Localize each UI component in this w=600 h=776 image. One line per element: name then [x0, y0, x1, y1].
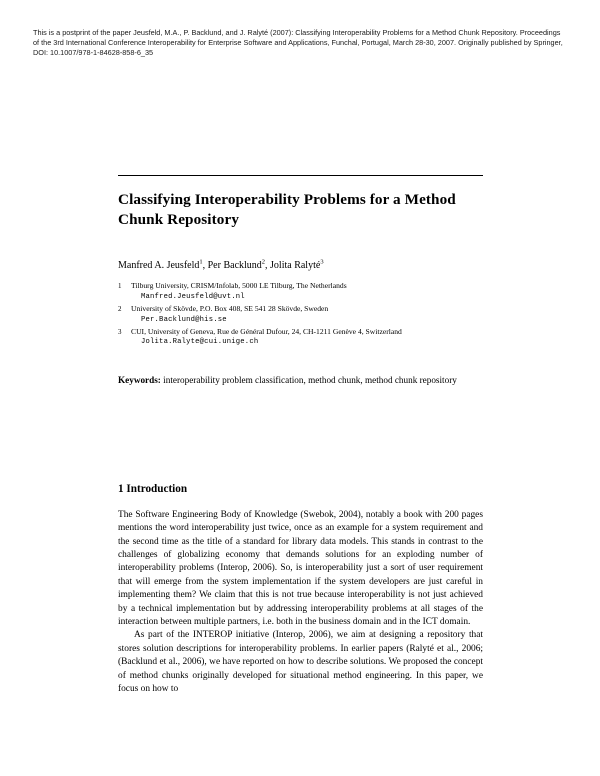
- affiliation-number: 3: [118, 327, 122, 336]
- paragraph: The Software Engineering Body of Knowledge (Swebok, 2004), notably a book with 200 pages mentions the word interoperability just twice, once as an example for a system requirement and the second time as the title of a standard for library data models. This stands in contrast to the challenges of globalizing economy that demands solutions for an exploding number of interoperability problems (Interop, 2006). So, is interoperability just a sort of user requirement that will emerge from the system implementation if the system developers are just careful in implementing them? We claim that this is not true because interoperability is not just achieved by a technical implementation but by addressing interoperability problems at all stages of the interaction between multiple partners, i.e. both in the business domain and in the ICT domain.: [118, 509, 483, 627]
- author-email: Per.Backlund@his.se: [141, 315, 227, 324]
- affiliation-text: CUI, University of Geneva, Rue de Général Dufour, 24, CH-1211 Genève 4, Switzerland: [131, 326, 402, 336]
- keywords-label: Keywords:: [118, 375, 161, 386]
- keywords-block: [118, 374, 483, 387]
- affiliation-body: [131, 327, 483, 349]
- author-list: [118, 256, 483, 273]
- affiliation-body: [131, 304, 483, 326]
- affiliation-number: 2: [118, 304, 122, 313]
- postprint-note: This is a postprint of the paper Jeusfeld, M.A., P. Backlund, and J. Ralyté (2007): Classifying Interoperability Problems for a Method Chunk Repository. Proceedings of the 3rd International Conference Interoperability for Enterprise Software and Applications, Funchal, Portugal, March 28-30, 2007. Originally published by Springer, DOI: 10.1007/978-1-84628-858-6_35: [33, 28, 563, 58]
- affiliation-item: [118, 281, 483, 303]
- affiliation-item: [118, 327, 483, 349]
- author-email: Manfred.Jeusfeld@uvt.nl: [141, 292, 245, 301]
- author-email: Jolita.Ralyte@cui.unige.ch: [141, 338, 259, 347]
- affiliation-text: University of Skövde, P.O. Box 408, SE 541 28 Skövde, Sweden: [131, 303, 329, 313]
- author-names: Manfred A. Jeusfeld$^1$, Per Backlund$^2$, Jolita Ralyté$^3$: [118, 259, 324, 272]
- affiliation-text: Tilburg University, CRISM/Infolab, 5000 LE Tilburg, The Netherlands: [131, 281, 347, 291]
- section-heading-introduction: 1 Introduction: [118, 482, 188, 495]
- affiliation-list: [118, 281, 483, 348]
- paragraph: As part of the INTEROP initiative (Interop, 2006), we aim at designing a repository that stores solution descriptions for interoperability problems. In earlier papers (Ralyté et al., 2006; (Backlund et al., 2006), we have reported on how to describe solutions. We proposed the concept of method chunks originally developed for situational method engineering. In this paper, we focus on how to: [118, 630, 483, 694]
- affiliation-number: 1: [118, 282, 122, 291]
- keywords-text: interoperability problem classification, method chunk, method chunk repository: [163, 375, 457, 386]
- title-divider: [118, 175, 483, 176]
- page-title: Classifying Interoperability Problems for a Method Chunk Repository: [118, 191, 456, 228]
- affiliation-item: [118, 304, 483, 326]
- paper-content: [118, 175, 483, 696]
- affiliation-body: [131, 281, 483, 303]
